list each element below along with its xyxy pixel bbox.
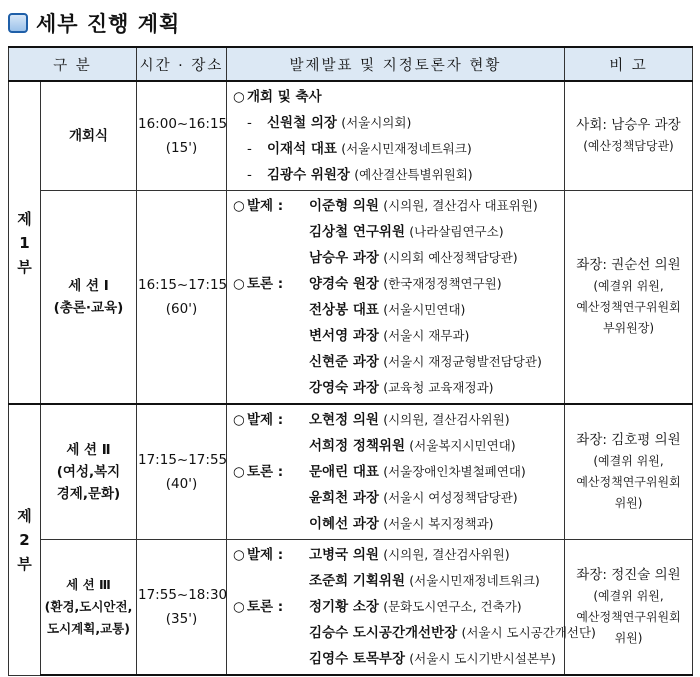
session-time: 17:15~17:55 (40') <box>137 404 227 540</box>
circle-bullet: ○ <box>233 412 245 428</box>
part-2-label: 제 2 부 <box>9 404 41 675</box>
speaker-name: 김상철 연구위원 <box>309 224 405 240</box>
speaker-affiliation: (서울시 재정균형발전담당관) <box>383 354 542 369</box>
role-tag: 토론 : <box>247 599 284 615</box>
presenter-line <box>233 568 558 594</box>
table-header-row <box>9 47 693 81</box>
session-label: 개회식 <box>41 81 137 191</box>
speaker-name: 김승수 도시공간개선반장 <box>309 625 458 641</box>
role-tag: 발제 : <box>247 198 284 214</box>
presenter-line <box>233 162 558 188</box>
role-tag: 토론 : <box>247 464 284 480</box>
session-remark: 좌장: 김호평 의원 (예결위 위원, 예산정책연구위원회 위원) <box>565 404 693 540</box>
speaker-name: 양경숙 원장 <box>309 276 379 292</box>
session-label: 세 션 Ⅰ (총론·교육) <box>41 191 137 405</box>
session-presenters <box>227 81 565 191</box>
speaker-affiliation: (서울시 재무과) <box>383 328 470 343</box>
schedule-table <box>8 46 693 676</box>
speaker-affiliation: (서울시민재정네트워크) <box>409 573 540 588</box>
speaker-name: 강영숙 과장 <box>309 380 379 396</box>
presenter-line <box>233 110 558 136</box>
header-division: 구 분 <box>9 47 137 81</box>
speaker-affiliation: (교육청 교육재정과) <box>383 380 494 395</box>
speaker-affiliation: (서울복지시민연대) <box>409 438 516 453</box>
speaker-name: 신현준 과장 <box>309 354 379 370</box>
speaker-affiliation: (서울시민재정네트워크) <box>341 141 472 156</box>
session-time: 16:00~16:15 (15') <box>137 81 227 191</box>
presenter-line <box>233 459 558 485</box>
session-presenters <box>227 404 565 540</box>
speaker-affiliation: (시의원, 결산검사위원) <box>383 547 510 562</box>
table-row <box>9 81 693 191</box>
speaker-name: 서희정 정책위원 <box>309 438 405 454</box>
session-remark: 좌장: 권순선 의원 (예결위 위원, 예산정책연구위원회 부위원장) <box>565 191 693 405</box>
speaker-affiliation: (서울시민연대) <box>383 302 466 317</box>
header-presenters: 발제발표 및 지정토론자 현황 <box>227 47 565 81</box>
table-row <box>9 540 693 676</box>
circle-bullet: ○ <box>233 599 245 615</box>
speaker-affiliation: (시의원, 결산검사 대표위원) <box>383 198 538 213</box>
speaker-affiliation: (예산결산특별위원회) <box>354 167 473 182</box>
session-presenters <box>227 191 565 405</box>
presenter-line <box>233 297 558 323</box>
speaker-name: 변서영 과장 <box>309 328 379 344</box>
dash-bullet: - <box>247 115 252 131</box>
table-row <box>9 404 693 540</box>
speaker-name: 고병국 의원 <box>309 547 379 563</box>
checkbox-square-icon <box>8 13 28 33</box>
presenter-line <box>233 271 558 297</box>
speaker-affiliation: (서울시 도시기반시설본부) <box>409 651 556 666</box>
presenter-line <box>233 219 558 245</box>
circle-bullet: ○ <box>233 464 245 480</box>
session-time: 16:15~17:15 (60') <box>137 191 227 405</box>
presenter-line <box>233 511 558 537</box>
speaker-name: 전상봉 대표 <box>309 302 379 318</box>
role-tag: 발제 : <box>247 547 284 563</box>
speaker-name: 오현정 의원 <box>309 412 379 428</box>
section-title <box>8 8 180 38</box>
circle-bullet: ○ <box>233 89 245 105</box>
presenter-line <box>233 136 558 162</box>
presenter-line <box>233 485 558 511</box>
speaker-name: 이준형 의원 <box>309 198 379 214</box>
speaker-name: 김영수 토목부장 <box>309 651 405 667</box>
speaker-affiliation: (서울시 여성정책담당관) <box>383 490 518 505</box>
speaker-affiliation: (문화도시연구소, 건축가) <box>383 599 522 614</box>
speaker-affiliation: (서울장애인차별철폐연대) <box>383 464 526 479</box>
speaker-affiliation: (시의원, 결산검사위원) <box>383 412 510 427</box>
dash-bullet: - <box>247 141 252 157</box>
agenda-heading: 개회 및 축사 <box>247 89 322 105</box>
session-presenters <box>227 540 596 676</box>
speaker-affiliation: (서울시의회) <box>341 115 412 130</box>
speaker-name: 조준희 기획위원 <box>309 573 405 589</box>
speaker-name: 김광수 위원장 <box>267 167 350 183</box>
dash-bullet: - <box>247 167 252 183</box>
presenter-line <box>233 433 558 459</box>
speaker-name: 문애린 대표 <box>309 464 379 480</box>
role-tag: 토론 : <box>247 276 284 292</box>
presenter-line <box>233 193 558 219</box>
speaker-affiliation: (서울시 복지정책과) <box>383 516 494 531</box>
presenter-line <box>233 620 596 646</box>
speaker-affiliation: (서울시 도시공간개선단) <box>461 625 596 640</box>
session-remark: 좌장: 정진술 의원 (예결위 위원, 예산정책연구위원회 위원) <box>565 540 693 676</box>
table-row <box>9 191 693 405</box>
presenter-line <box>233 594 558 620</box>
presenter-line <box>233 349 558 375</box>
circle-bullet: ○ <box>233 198 245 214</box>
presenter-line <box>233 245 558 271</box>
presenter-line <box>233 646 558 672</box>
header-time-place: 시간 · 장소 <box>137 47 227 81</box>
speaker-affiliation: (한국재정정책연구원) <box>383 276 502 291</box>
presenter-line <box>233 375 558 401</box>
role-tag: 발제 : <box>247 412 284 428</box>
speaker-name: 윤희천 과장 <box>309 490 379 506</box>
presenter-line <box>233 323 558 349</box>
presenter-line <box>233 84 558 110</box>
speaker-name: 신원철 의장 <box>267 115 337 131</box>
speaker-name: 정기황 소장 <box>309 599 379 615</box>
session-label: 세 션 Ⅱ (여성,복지 경제,문화) <box>41 404 137 540</box>
presenter-line <box>233 542 558 568</box>
speaker-affiliation: (시의회 예산정책담당관) <box>383 250 518 265</box>
speaker-name: 이재석 대표 <box>267 141 337 157</box>
circle-bullet: ○ <box>233 547 245 563</box>
speaker-name: 남승우 과장 <box>309 250 379 266</box>
page-title: 세부 진행 계획 <box>36 12 181 36</box>
session-remark: 사회: 남승우 과장 (예산정책담당관) <box>565 81 693 191</box>
speaker-affiliation: (나라살림연구소) <box>409 224 504 239</box>
session-label: 세 션 Ⅲ (환경,도시안전, 도시계획,교통) <box>41 540 137 676</box>
session-time: 17:55~18:30 (35') <box>137 540 227 676</box>
header-remarks: 비 고 <box>565 47 693 81</box>
presenter-line <box>233 407 558 433</box>
circle-bullet: ○ <box>233 276 245 292</box>
part-1-label: 제 1 부 <box>9 81 41 404</box>
speaker-name: 이혜선 과장 <box>309 516 379 532</box>
